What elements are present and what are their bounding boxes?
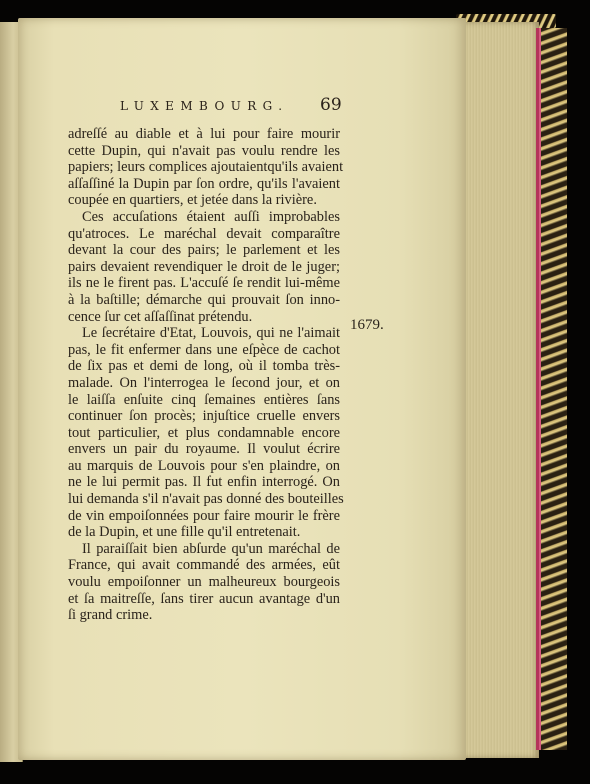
body-text — [68, 126, 344, 624]
text-line: malade. On l'interrogea le ſecond jour, et on — [68, 374, 340, 391]
text-line: qu'atroces. Le maréchal devait comparaître — [68, 225, 340, 242]
text-line: ſi grand crime. — [68, 607, 153, 624]
text-line: adreſſé au diable et à lui pour faire mourir — [68, 126, 340, 142]
text-line: de vin empoiſonnées pour faire mourir le frère — [68, 507, 340, 524]
page-number: 69 — [320, 95, 342, 115]
text-line: tout particulier, et plus condamnable encore — [68, 424, 340, 441]
text-line: France, qui avait commandé des armées, eût — [68, 557, 340, 574]
text-line: envers un pair du royaume. Il voulut écrire — [68, 441, 340, 458]
text-line: Il paraiſſait bien abſurde qu'un maréchal de — [82, 540, 340, 557]
text-line: papiers; leurs complices ajoutaientqu'ils avaient — [68, 159, 344, 176]
text-line: coupée en quartiers, et jetée dans la rivière. — [68, 192, 317, 209]
book-binding-edge — [536, 28, 567, 750]
text-line: Le ſecrétaire d'Etat, Louvois, qui ne l'aimait — [82, 325, 340, 342]
text-line: à la baſtille; démarche qui prouvait ſon inno- — [68, 291, 340, 308]
text-line: voulu empoiſonner un malheureux bourgeois — [68, 574, 340, 591]
text-line: cence ſur cet aſſaſſinat prétendu. — [68, 308, 253, 325]
text-line: Ces accuſations étaient auſſi improbables — [82, 208, 340, 225]
text-line: continuer ſon procès; injuſtice cruelle envers — [68, 408, 340, 425]
text-line: pairs devaient revendiquer le droit de le juger; — [68, 258, 340, 275]
text-line: au marquis de Louvois pour s'en plaindre, on — [68, 457, 340, 474]
text-line: de ſix pas et demi de long, où il tomba très- — [68, 358, 340, 375]
running-head — [120, 97, 380, 119]
text-line: et ſa maitreſſe, ſans tirer aucun avantage d'un — [68, 590, 340, 607]
text-line: de la Dupin, et une fille qu'il entretenait. — [68, 524, 301, 541]
text-line: cette Dupin, qui n'avait pas voulu rendre les — [68, 142, 340, 159]
text-line: ils ne le firent pas. L'accuſé ſe rendit lui-même — [68, 275, 340, 292]
text-line: le laiſſa enſuite cinq ſemaines entières ſans — [68, 391, 340, 408]
margin-date: 1679. — [350, 317, 384, 333]
text-line: devant la cour des pairs; le parlement et les — [68, 242, 340, 259]
running-head-title: LUXEMBOURG. — [120, 99, 289, 113]
text-line: aſſaſſiné la Dupin par ſon ordre, qu'ils l'avaient — [68, 175, 340, 192]
text-line: lui demanda s'il n'avait pas donné des bouteilles — [68, 491, 344, 508]
text-line: ne le lui permit pas. Il fut enfin interrogé. On — [68, 474, 340, 491]
text-line: pas, le fit enfermer dans une eſpèce de cachot — [68, 341, 340, 358]
